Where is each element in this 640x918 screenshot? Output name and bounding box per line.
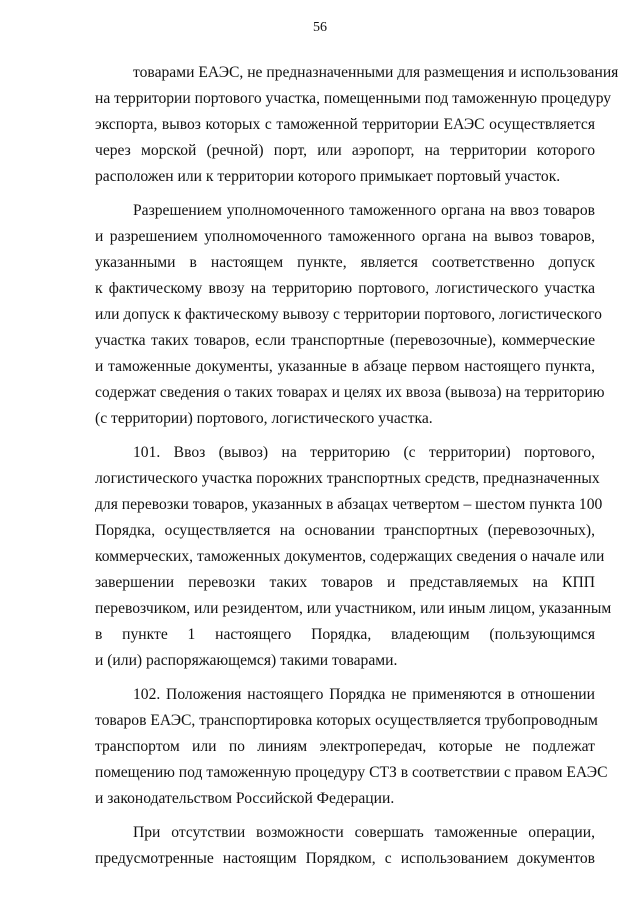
text-line: предусмотренные настоящим Порядком, с использованием документов — [95, 850, 595, 867]
text-line: 101. Ввоз (вывоз) на территорию (с территории) портового, — [133, 444, 595, 461]
text-line: к фактическому ввозу на территорию портового, логистического участка — [95, 280, 595, 297]
text-line: экспорта, вывоз которых с таможенной территории ЕАЭС осуществляется — [95, 116, 595, 133]
text-line: и законодательством Российской Федерации. — [95, 790, 395, 807]
page-number: 56 — [313, 20, 327, 35]
text-line: коммерческих, таможенных документов, содержащих сведения о начале или — [95, 548, 605, 565]
text-line: на территории портового участка, помещенными под таможенную процедуру — [95, 90, 612, 107]
text-line: При отсутствии возможности совершать таможенные операции, — [133, 824, 595, 841]
text-line: для перевозки товаров, указанных в абзацах четвертом – шестом пункта 100 — [95, 496, 603, 513]
text-line: Разрешением уполномоченного таможенного органа на ввоз товаров — [133, 202, 595, 219]
text-line: указанными в настоящем пункте, является соответственно допуск — [95, 254, 595, 271]
text-line: завершении перевозки таких товаров и представляемых на КПП — [95, 574, 595, 591]
text-line: 102. Положения настоящего Порядка не применяются в отношении — [133, 686, 595, 703]
text-line: товаров ЕАЭС, транспортировка которых осуществляется трубопроводным — [95, 712, 598, 729]
text-line: участка таких товаров, если транспортные (перевозочные), коммерческие — [95, 332, 595, 349]
text-line: или допуск к фактическому вывозу с территории портового, логистического — [95, 306, 602, 323]
text-line: расположен или к территории которого примыкает портовый участок. — [95, 168, 561, 185]
text-line: транспортом или по линиям электропередач, которые не подлежат — [95, 738, 595, 755]
text-line: содержат сведения о таких товарах и целях их ввоза (вывоза) на территорию — [95, 384, 605, 401]
text-line: товарами ЕАЭС, не предназначенными для размещения и использования — [133, 64, 619, 81]
text-line: логистического участка порожних транспортных средств, предназначенных — [95, 470, 600, 487]
text-line: помещению под таможенную процедуру СТЗ в соответствии с правом ЕАЭС — [95, 764, 608, 781]
text-line: через морской (речной) порт, или аэропорт, на территории которого — [95, 142, 595, 159]
text-line: и разрешением уполномоченного таможенного органа на вывоз товаров, — [95, 228, 595, 245]
text-line: в пункте 1 настоящего Порядка, владеющим (пользующимся — [95, 626, 595, 643]
text-line: и (или) распоряжающемся) такими товарами. — [95, 652, 398, 669]
text-line: (с территории) портового, логистического участка. — [95, 410, 433, 427]
text-line: перевозчиком, или резидентом, или участником, или иным лицом, указанным — [95, 600, 612, 617]
text-line: и таможенные документы, указанные в абзаце первом настоящего пункта, — [95, 358, 595, 375]
text-line: Порядка, осуществляется на основании транспортных (перевозочных), — [95, 522, 595, 539]
